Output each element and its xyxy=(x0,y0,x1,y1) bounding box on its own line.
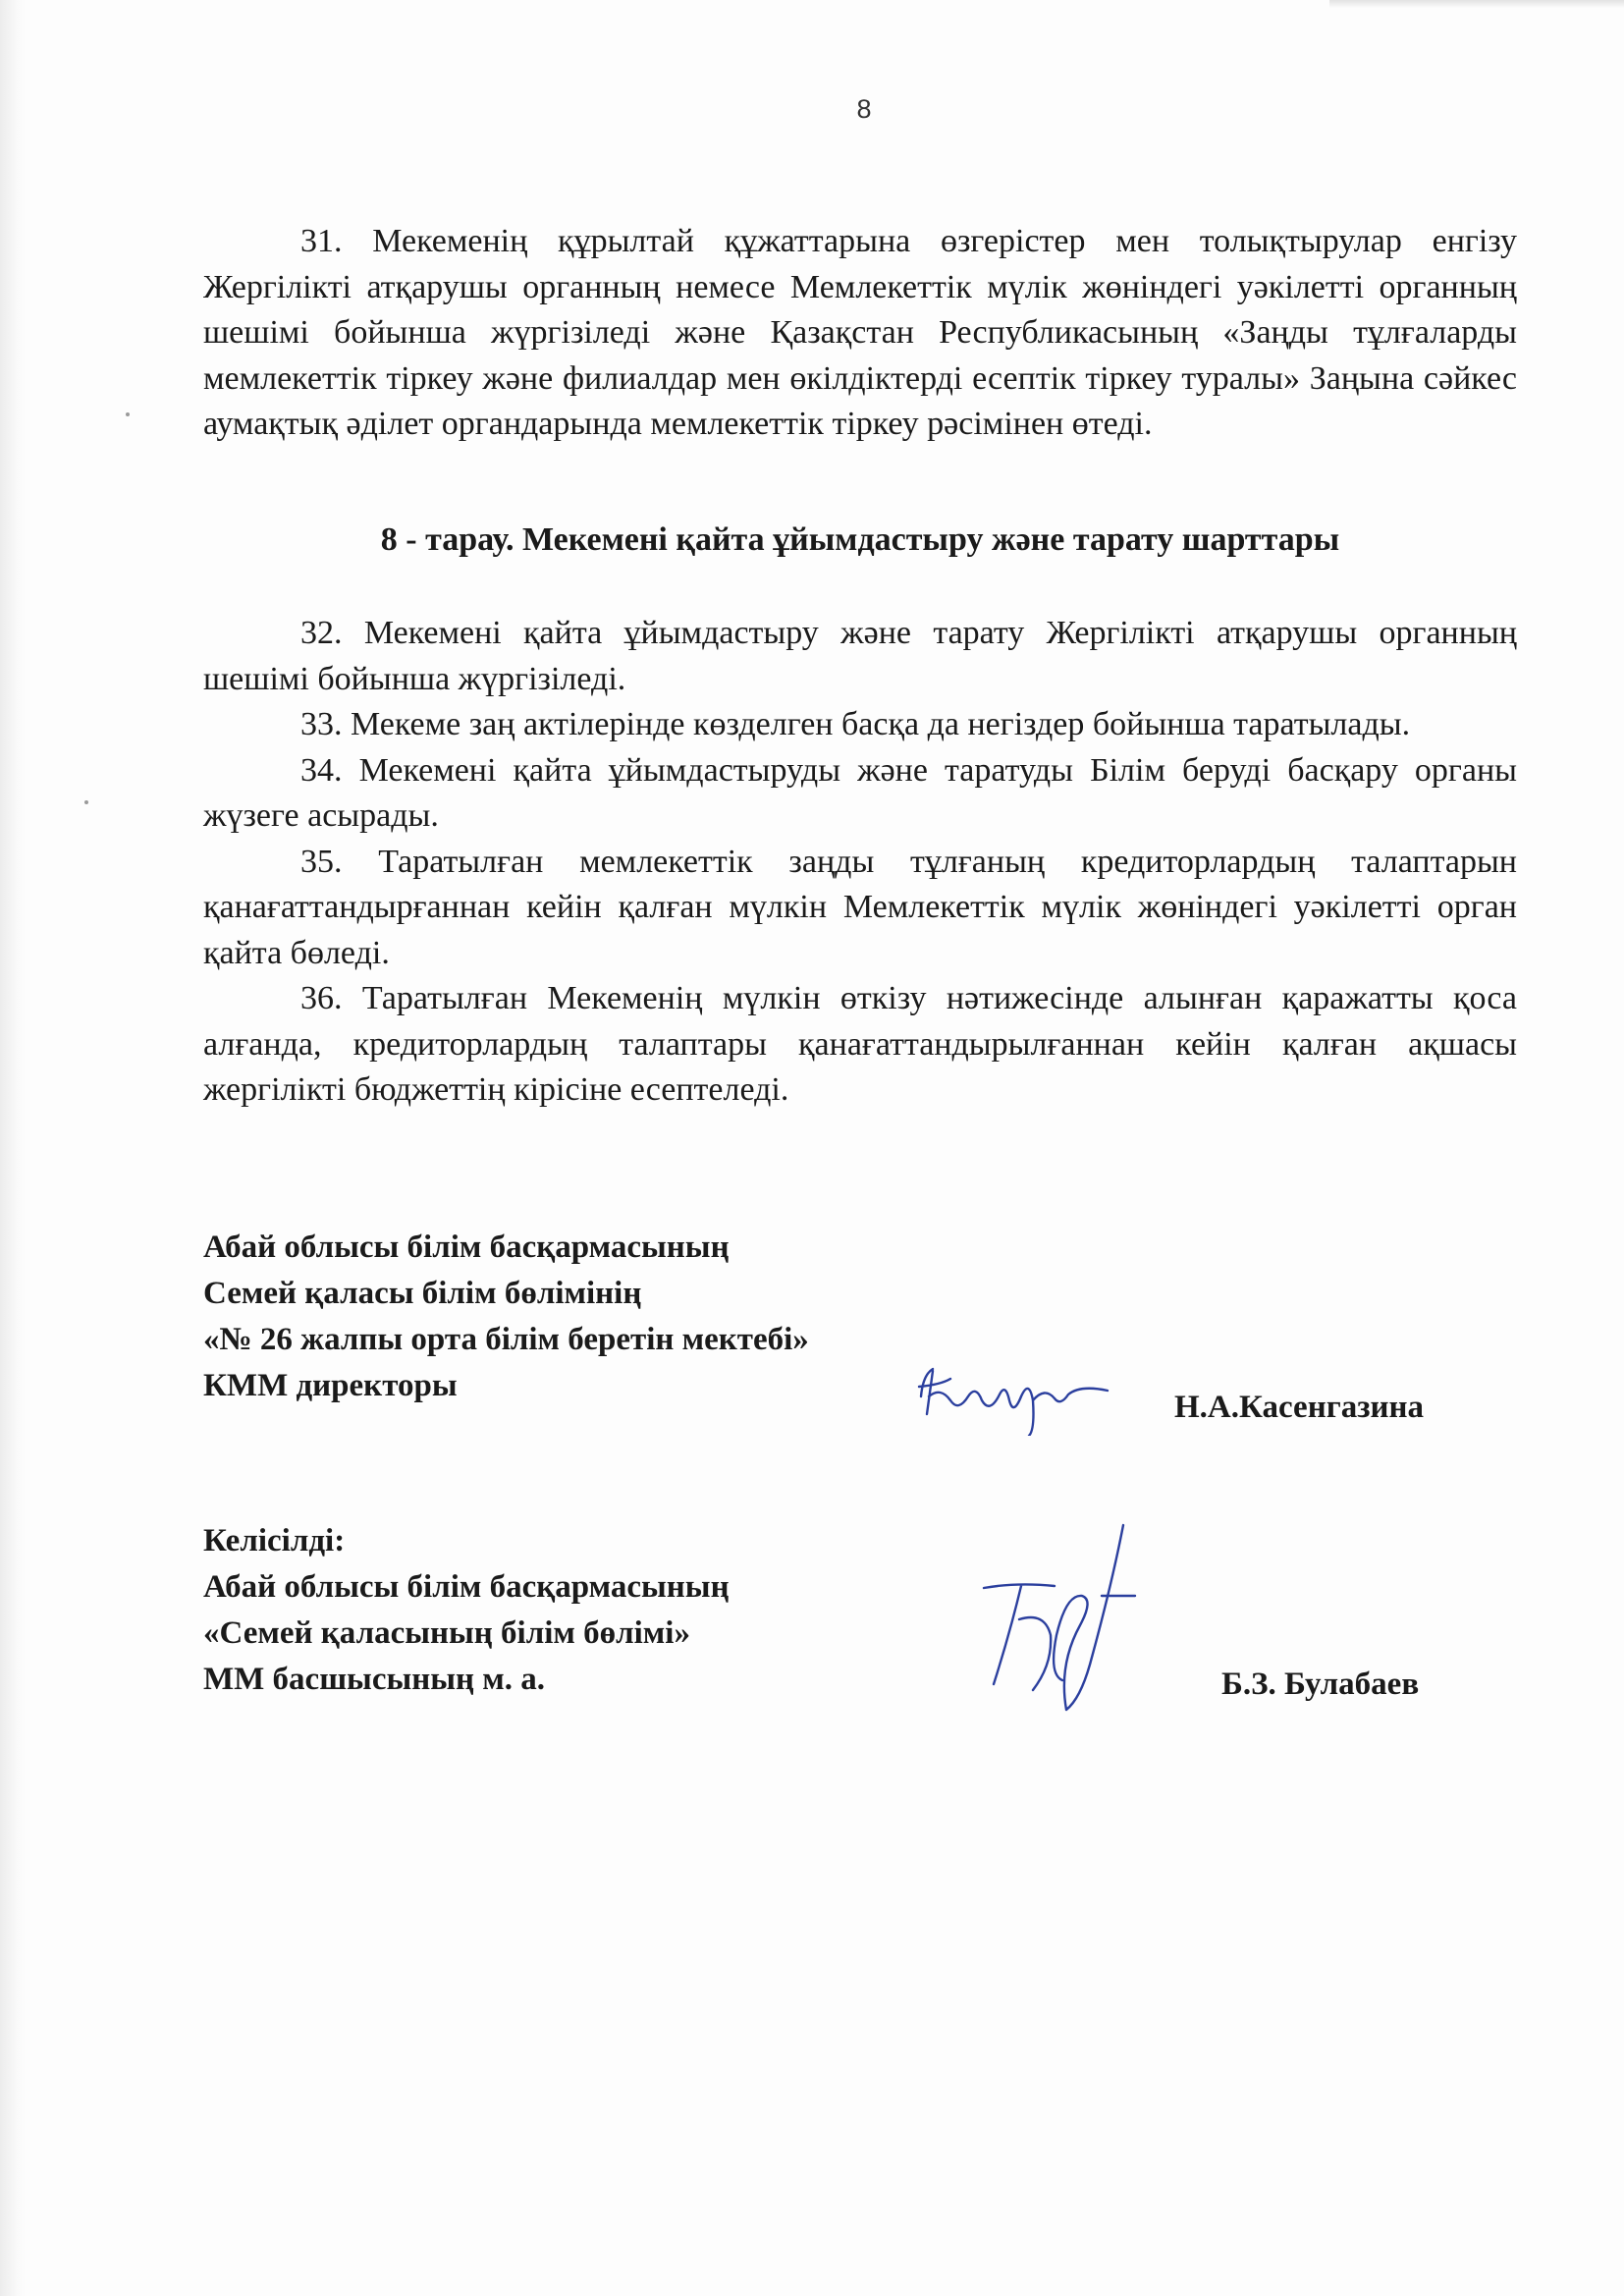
approval-name: Б.З. Булабаев xyxy=(1221,1667,1420,1702)
director-signature xyxy=(911,1357,1117,1441)
paragraph-31-block xyxy=(203,219,1517,448)
scan-speck xyxy=(84,800,88,804)
approval-title-line-1: Абай облысы білім басқармасының xyxy=(203,1569,730,1605)
director-title-line-4: КММ директоры xyxy=(203,1368,458,1403)
scan-shadow-top xyxy=(1329,0,1624,8)
approval-label: Келісілді: xyxy=(203,1523,346,1558)
paragraph-36: 36. Таратылған Мекеменің мүлкін өткізу нәтижесінде алынған қаражатты қоса алғанда, кредиторлардың талаптары қанағаттандырылғаннан кейін қалған ақшасы жергілікті бюджеттің кірісіне есептеледі. xyxy=(203,980,1517,1108)
paragraph-34: 34. Мекемені қайта ұйымдастыруды және таратуды Білім беруді басқару органы жүзеге асырады. xyxy=(203,751,1517,834)
chapter-heading: 8 - тарау. Мекемені қайта ұйымдастыру және тарату шарттары xyxy=(380,521,1340,558)
director-title-line-1: Абай облысы білім басқармасының xyxy=(203,1230,730,1265)
page-number: 8 xyxy=(856,94,872,124)
director-title-line-3: «№ 26 жалпы орта білім беретін мектебі» xyxy=(203,1322,809,1357)
approval-signature xyxy=(964,1517,1141,1719)
scan-shadow-left xyxy=(0,0,26,2296)
approval-block xyxy=(203,1518,730,1703)
paragraph-35: 35. Таратылған мемлекеттік заңды тұлғаның кредиторлардың талаптарын қанағаттандырғаннан кейін қалған мүлкін Мемлекеттік мүлік жөніндегі уәкілетті орган қайта бөледі. xyxy=(203,843,1517,971)
director-title-line-2: Семей қаласы білім бөлімінің xyxy=(203,1276,642,1311)
approval-signature-image xyxy=(964,1517,1141,1714)
director-signature-image xyxy=(911,1357,1117,1436)
paragraph-33: 33. Мекеме заң актілерінде көзделген басқа да негіздер бойынша таратылады. xyxy=(300,706,1411,742)
director-name: Н.А.Касенгазина xyxy=(1174,1390,1424,1425)
approval-title-line-3: ММ басшысының м. а. xyxy=(203,1662,545,1697)
chapter-8-paragraphs xyxy=(203,611,1517,1114)
paragraph-32: 32. Мекемені қайта ұйымдастыру және тарату Жергілікті атқарушы органның шешімі бойынша жүргізіледі. xyxy=(203,615,1517,697)
director-title-block xyxy=(203,1225,809,1409)
approval-title-line-2: «Семей қаласының білім бөлімі» xyxy=(203,1615,690,1651)
scan-speck xyxy=(126,412,130,416)
paragraph-31: 31. Мекеменің құрылтай құжаттарына өзгерістер мен толықтырулар енгізу Жергілікті атқарушы органның немесе Мемлекеттік мүлік жөніндегі уәкілетті органның шешімі бойынша жүргізіледі және Қазақстан Республикасының «Заңды тұлғаларды мемлекеттік тіркеу және филиалдар мен өкілдіктерді есептік тіркеу туралы» Заңына сәйкес аумақтық әділет органдарында мемлекеттік тіркеу рәсімінен өтеді. xyxy=(203,223,1517,442)
